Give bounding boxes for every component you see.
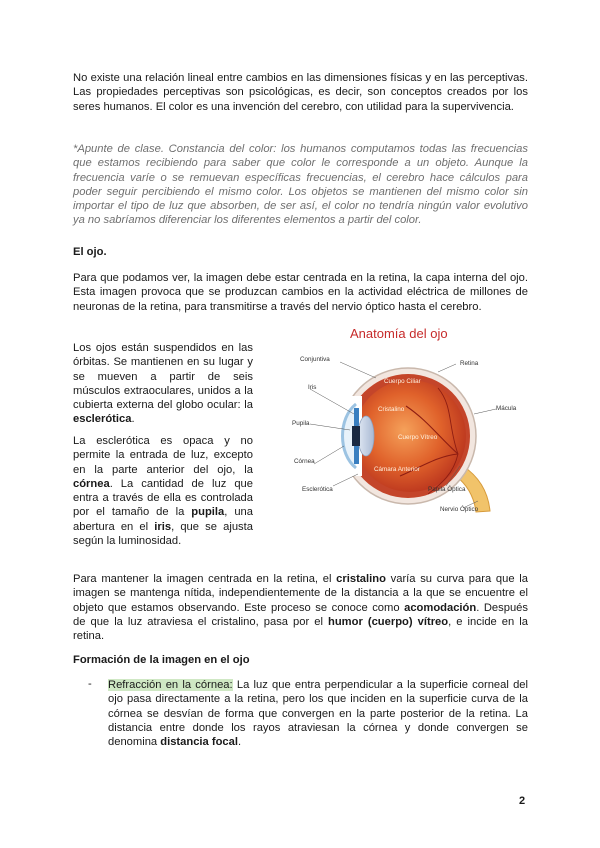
label-cuerpo-vitreo: Cuerpo Vítreo <box>398 434 438 441</box>
figure-title: Anatomía del ojo <box>350 326 448 341</box>
section-heading-eye: El ojo. <box>73 246 107 258</box>
eye-paragraph: Para que podamos ver, la imagen debe estar centrada en la retina, la capa interna del ojo. Esta imagen provoca que se produzcan cambios en la actividad eléctrica de millones de neuronas de la retina, para transmitirse a través del nervio óptico hasta el cerebro. <box>73 272 528 313</box>
bullet-end: . <box>237 736 242 749</box>
label-nervio-optico: Nervio Óptico <box>440 506 479 513</box>
term-iris: iris <box>154 520 172 533</box>
label-cristalino: Cristalino <box>378 406 405 413</box>
term-focal-distance: distancia focal <box>160 736 238 749</box>
label-macula: Mácula <box>496 405 517 412</box>
label-cuerpo-ciliar: Cuerpo Ciliar <box>384 378 421 385</box>
bullet-item-refraction <box>108 678 528 749</box>
section-heading-image-formation: Formación de la imagen en el ojo <box>73 654 250 666</box>
label-cornea: Córnea <box>294 458 315 465</box>
sclera-paragraph <box>73 434 253 548</box>
term-accommodation: acomodación <box>404 601 477 614</box>
accommodation-text-1: Para mantener la imagen centrada en la retina, el <box>73 573 337 585</box>
term-sclera: esclerótica <box>73 413 132 426</box>
page-number: 2 <box>519 795 526 807</box>
term-cornea: córnea <box>73 477 110 490</box>
label-pupila: Pupila <box>292 420 310 427</box>
class-note: *Apunte de clase. Constancia del color: los humanos computamos todas las frecuencias que estamos recibiendo para saber que color le corresponde a un objeto. Aunque la frecuencia varíe o se remuevan específicas frecuencias, el cerebro hace cálculos para poder seguir percibiendo el mismo color. Los objetos se mantienen del mismo color sin importar el tipo de luz que absorben, de ser así, el color no tendría ningún valor evolutivo ya no sabríamos diferenciar los diferentes elementos a partir del color. <box>73 143 528 227</box>
label-camara-anterior: Cámara Anterior <box>374 466 420 473</box>
term-pupil: pupila <box>191 506 225 519</box>
lens-shape <box>358 416 374 456</box>
sclera-text-1: La esclerótica es opaca y no permite la entrada de luz, excepto en la parte anterior del ojo, la <box>73 435 253 476</box>
label-esclerotica: Esclerótica <box>302 486 333 493</box>
highlighted-term: Refracción en la córnea: <box>108 679 233 691</box>
orbits-text: Los ojos están suspendidos en las órbitas. Se mantienen en su lugar y se mueven a partir de seis músculos extraoculares, unidos a la cubierta externa del globo ocular: la <box>73 342 253 412</box>
sclera-text-3: , una abertura en el <box>73 506 253 533</box>
accommodation-paragraph <box>73 572 528 643</box>
term-vitreous-humor: humor (cuerpo) vítreo <box>328 615 449 628</box>
intro-paragraph: No existe una relación lineal entre cambios en las dimensiones físicas y en las perceptivas. Las propiedades perceptivas son psicológicas, es decir, son conceptos creados por los seres humanos. El color es una invención del cerebro, con utilidad para la supervivencia. <box>73 72 528 113</box>
sclera-text-4: , que se ajusta según la luminosidad. <box>73 520 253 548</box>
label-retina: Retina <box>460 360 479 367</box>
bullet-marker: - <box>88 678 92 690</box>
term-lens: cristalino <box>336 573 386 585</box>
pupil-shape <box>352 426 360 446</box>
orbits-paragraph <box>73 341 253 427</box>
label-conjuntiva: Conjuntiva <box>300 356 330 363</box>
bullet-text: La luz que entra perpendicular a la superficie corneal del ojo pasa directamente a la retina, pero los que inciden en la superficie curva de la córnea se desvían de forma que convergen en la parte posterior de la retina. La distancia entre donde los rayos atraviesan la córnea y donde convergen se denomina <box>108 679 529 749</box>
accommodation-text-2: varía su curva para que la imagen se mantenga nítida, independientemente de la distancia a la que se encuentre el objeto que estamos observando. Este proceso se conoce como <box>73 573 528 614</box>
label-papila-optica: Papila Óptica <box>428 486 466 493</box>
orbits-end: . <box>131 413 135 426</box>
sclera-text-2: . La cantidad de luz que entra a través de ella es controlada por el tamaño de la <box>73 477 253 519</box>
label-iris: Iris <box>308 384 317 391</box>
accommodation-text-3: . Después de que la luz atraviesa el cristalino, pasa por el <box>73 601 528 628</box>
accommodation-text-4: , e incide en la retina. <box>73 615 528 643</box>
eye-anatomy-figure <box>288 326 528 522</box>
